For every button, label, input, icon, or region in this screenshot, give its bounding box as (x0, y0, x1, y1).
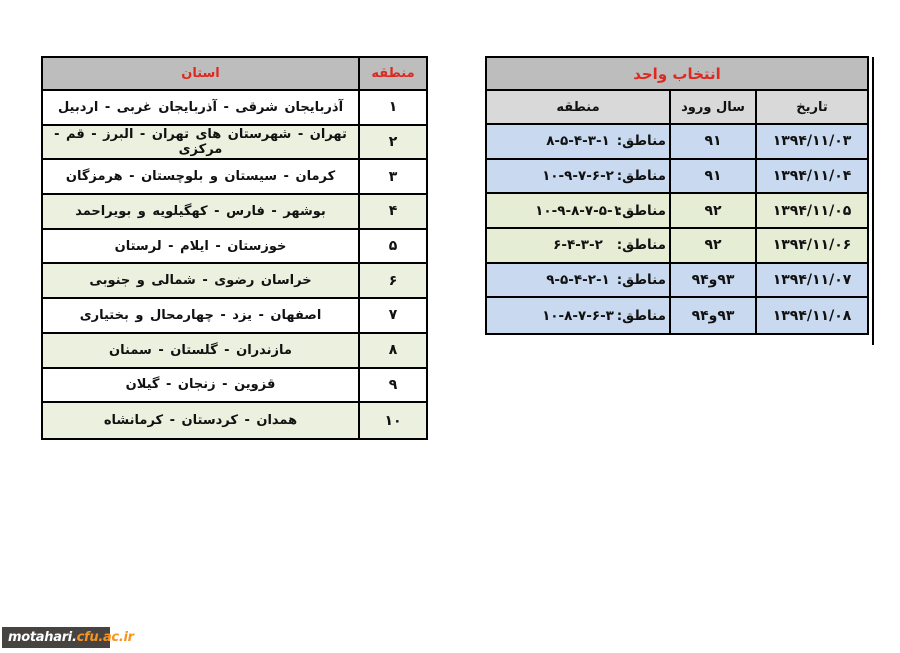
entry-year-column-header: سال ورود (669, 91, 757, 123)
regions-label: مناطق: (616, 202, 666, 219)
entry-year-cell: ۹۲ (669, 229, 757, 262)
provinces-cell: همدان - کردستان - کرمانشاه (103, 413, 298, 429)
entry-year-cell: ۹۱ (669, 160, 757, 193)
provinces-cell: قزوین - زنجان - گیلان (125, 377, 276, 393)
regions-label: مناطق: (616, 307, 666, 324)
table-row (487, 194, 867, 229)
table-row (43, 299, 426, 334)
provinces-cell: بوشهر - فارس - کهگیلویه و بویراحمد (75, 203, 326, 219)
regions-label: مناطق: (616, 168, 666, 185)
entry-year-cell: ۹۱ (669, 125, 757, 158)
region-number-cell: ۱۰ (358, 403, 426, 438)
entry-year-cell: ۹۲ (669, 194, 757, 227)
table-row (487, 160, 867, 195)
provinces-cell: خراسان رضوی - شمالی و جنوبی (89, 273, 312, 289)
table-row (487, 298, 867, 333)
entry-year-cell: ۹۳و۹۴ (669, 264, 757, 297)
date-cell: ۱۳۹۴/۱۱/۰۷ (772, 272, 852, 289)
schedule-table-header (487, 91, 867, 125)
table-row (43, 126, 426, 161)
region-number-cell: ۴ (358, 195, 426, 228)
watermark-site-name: motahari. (8, 630, 77, 645)
provinces-cell: آذربایجان شرقی - آذربایجان غربی - اردبیل (57, 99, 344, 115)
regions-cell (487, 194, 669, 227)
provinces-table-header (43, 58, 426, 91)
table-row (43, 334, 426, 369)
regions-cell (487, 264, 669, 297)
region-number-cell: ۱ (358, 91, 426, 124)
stray-vertical-gridline (872, 57, 874, 345)
course-selection-table (485, 56, 869, 335)
region-number-cell: ۸ (358, 334, 426, 367)
watermark-domain: cfu.ac.ir (76, 630, 134, 645)
region-column-header: منطقه (358, 58, 426, 89)
regions-cell (487, 298, 669, 333)
provinces-cell: خوزستان - ایلام - لرستان (114, 238, 287, 254)
table-row (43, 264, 426, 299)
site-watermark (2, 627, 134, 648)
regions-cell (487, 229, 669, 262)
entry-year-cell: ۹۳و۹۴ (669, 298, 757, 333)
table-row (487, 229, 867, 264)
region-column-header: منطقه (556, 99, 600, 115)
table-row (43, 369, 426, 404)
regions-label: مناطق: (616, 237, 666, 254)
date-cell: ۱۳۹۴/۱۱/۰۳ (772, 133, 852, 150)
date-cell: ۱۳۹۴/۱۱/۰۶ (772, 237, 852, 254)
table-row (487, 125, 867, 160)
region-number-cell: ۷ (358, 299, 426, 332)
date-cell: ۱۳۹۴/۱۱/۰۴ (772, 168, 852, 185)
region-number-cell: ۹ (358, 369, 426, 402)
regions-cell (487, 125, 669, 158)
region-number-cell: ۲ (358, 126, 426, 159)
regions-numbers: ۹-۵-۴-۲-۱ (546, 272, 610, 289)
regions-label: مناطق: (616, 133, 666, 150)
table-row (487, 264, 867, 299)
table-row (43, 91, 426, 126)
region-number-cell: ۳ (358, 160, 426, 193)
date-column-header: تاریخ (796, 99, 828, 115)
provinces-cell: مازندران - گلستان - سمنان (109, 342, 292, 358)
table-row (43, 403, 426, 438)
regions-numbers: ۱۰-۹-۸-۷-۵-۱ (535, 202, 621, 219)
provinces-region-table (41, 56, 428, 440)
table-row (43, 195, 426, 230)
province-column-header: استان (181, 66, 220, 81)
table-row (43, 230, 426, 265)
provinces-cell: کرمان - سیستان و بلوچستان - هرمزگان (65, 169, 336, 185)
provinces-cell: تهران - شهرستان های تهران - البرز - قم - مرکزی (54, 127, 347, 158)
provinces-cell: اصفهان - یزد - چهارمحال و بختیاری (79, 307, 322, 323)
region-number-cell: ۵ (358, 230, 426, 263)
regions-numbers: ۸-۵-۴-۳-۱ (546, 133, 610, 150)
regions-cell (487, 160, 669, 193)
regions-numbers: ۱۰-۹-۷-۶-۲ (542, 168, 614, 185)
date-cell: ۱۳۹۴/۱۱/۰۸ (772, 307, 852, 324)
date-cell: ۱۳۹۴/۱۱/۰۵ (772, 202, 852, 219)
region-number-cell: ۶ (358, 264, 426, 297)
regions-numbers: ۶-۴-۳-۲ (553, 237, 603, 254)
regions-label: مناطق: (616, 272, 666, 289)
course-selection-title: انتخاب واحد (487, 58, 867, 91)
regions-numbers: ۱۰-۸-۷-۶-۳ (542, 307, 614, 324)
table-row (43, 160, 426, 195)
